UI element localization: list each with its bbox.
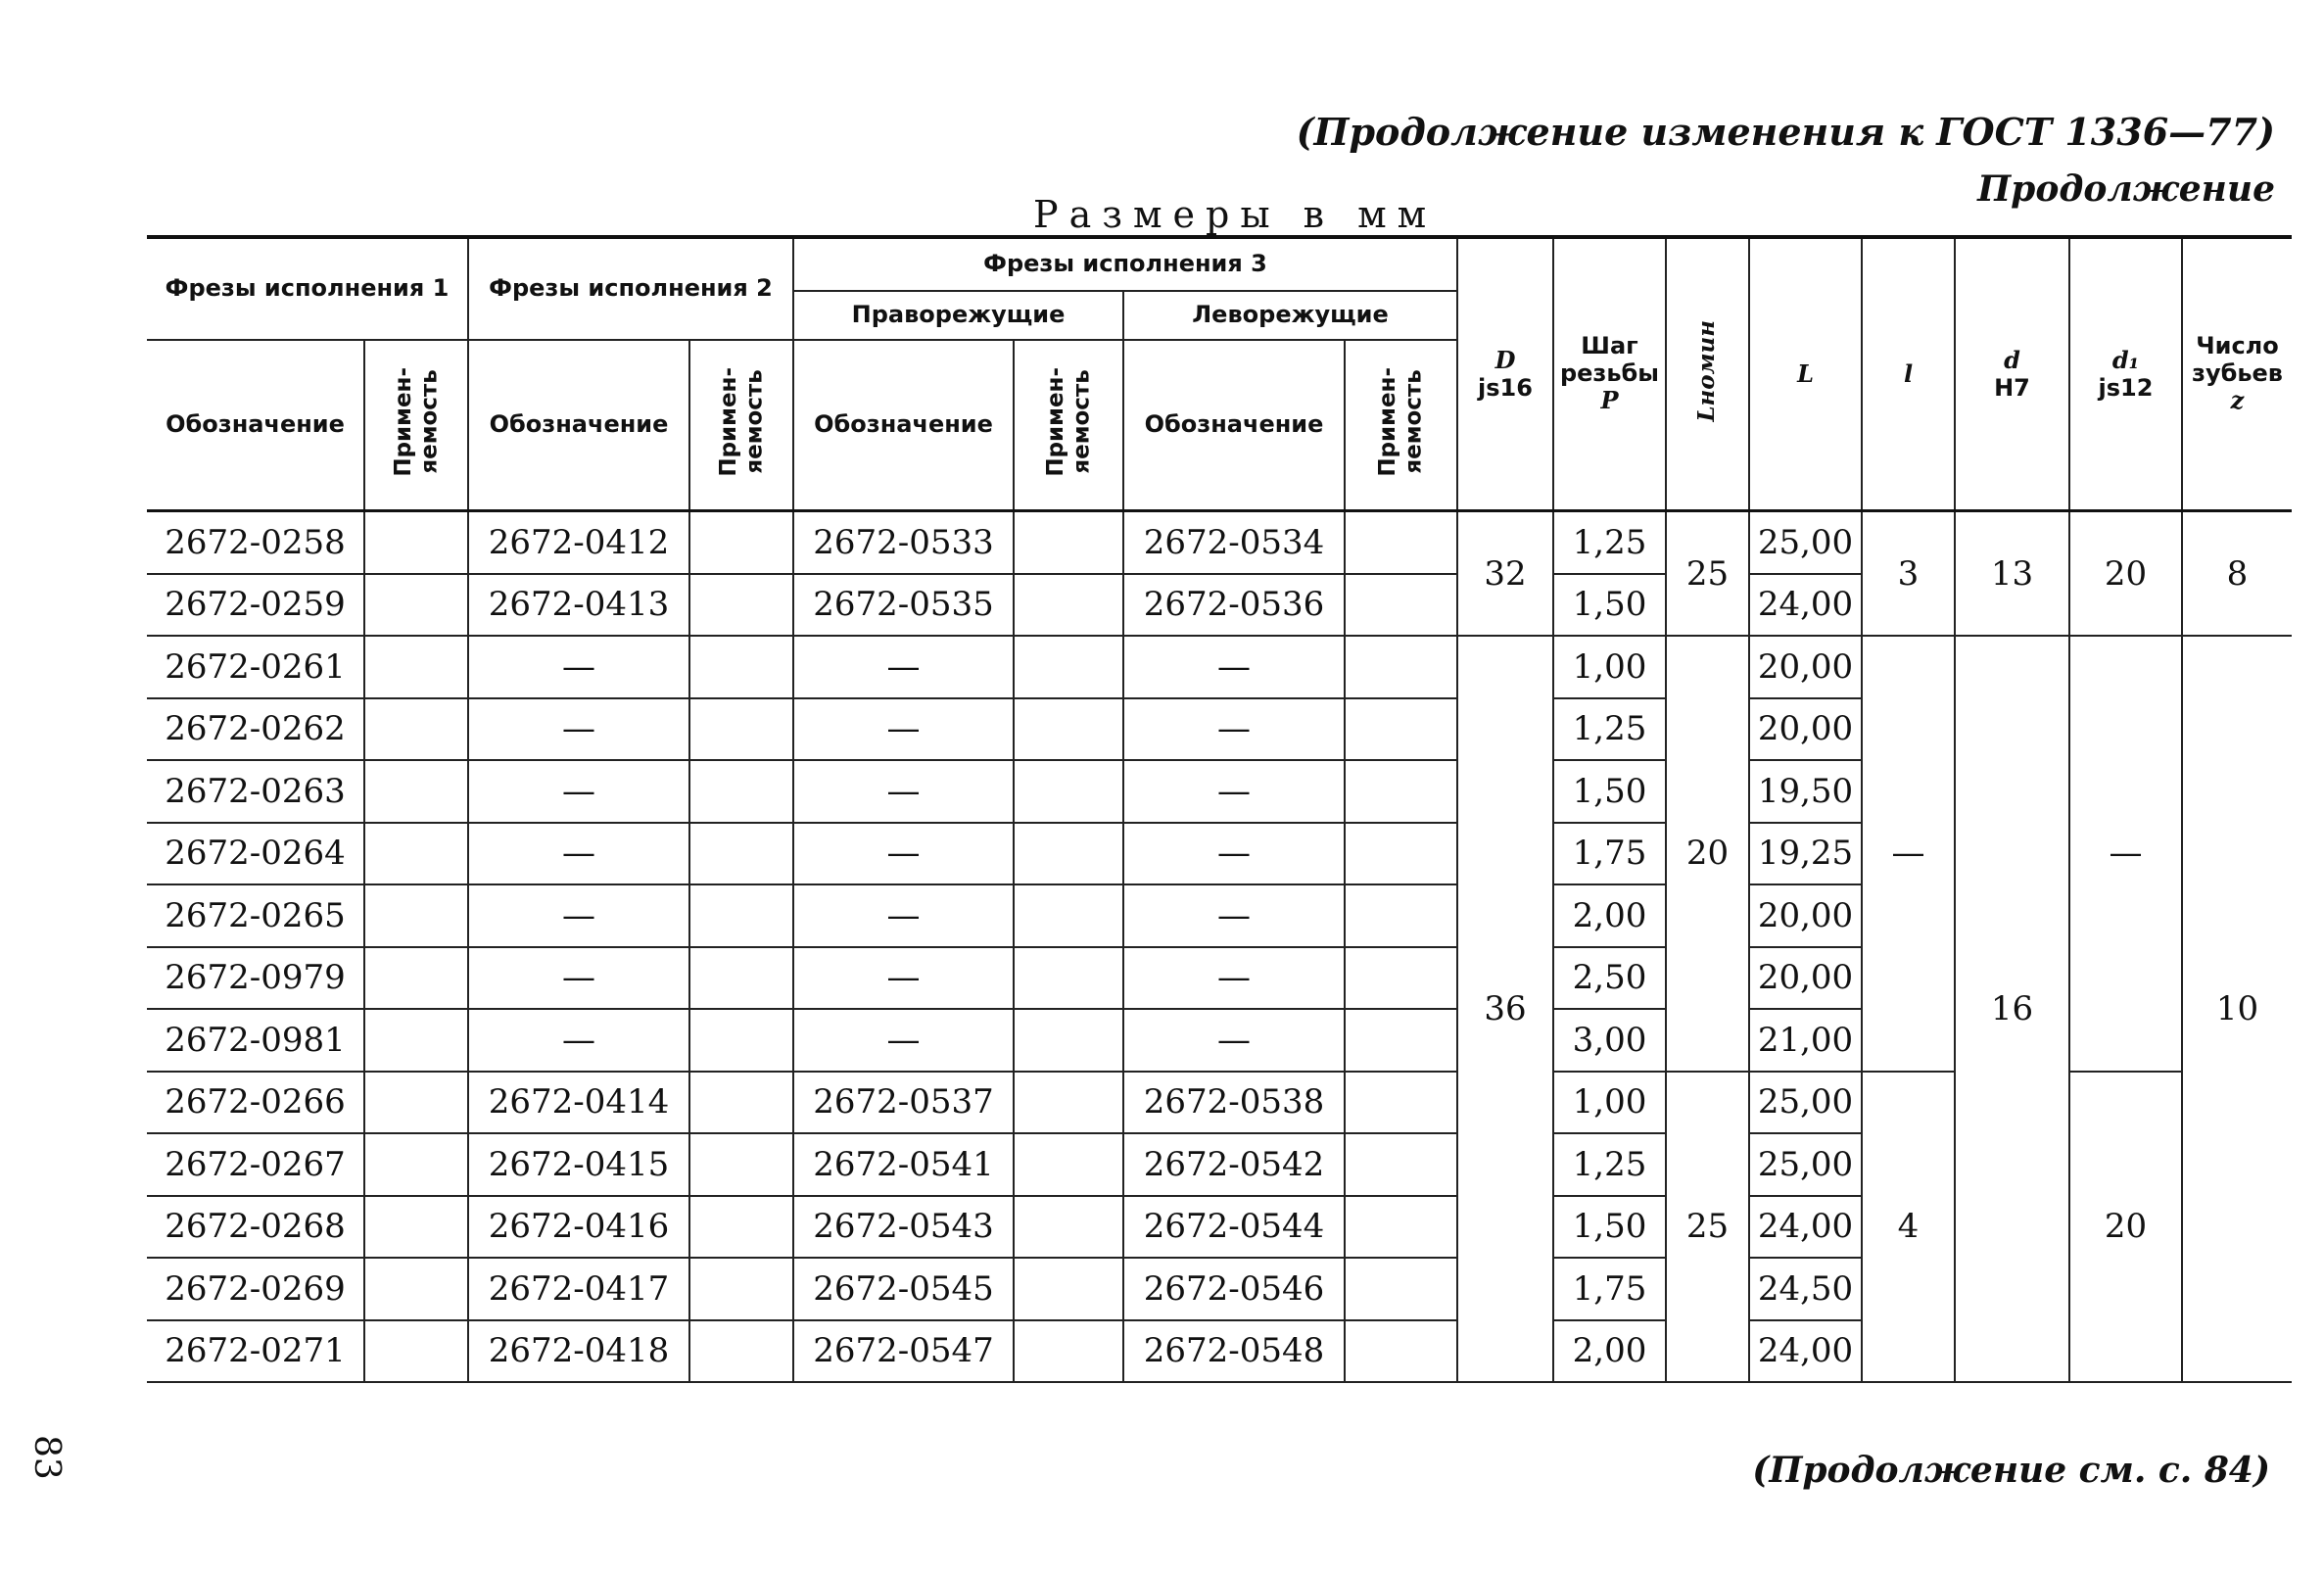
cell-pitch: 3,00 bbox=[1553, 1009, 1666, 1072]
cell-L: 20,00 bbox=[1749, 947, 1862, 1010]
designation-v3-right: 2672-0535 bbox=[793, 574, 1014, 637]
designation-v2: — bbox=[468, 1009, 689, 1072]
applicability-v3-right bbox=[1014, 884, 1123, 947]
designation-v3-right: — bbox=[793, 1009, 1014, 1072]
cell-L: 25,00 bbox=[1749, 1072, 1862, 1134]
cell-d1: 20 bbox=[2069, 1072, 2182, 1383]
applicability-v3-left bbox=[1345, 1320, 1457, 1383]
applicability-v2 bbox=[689, 823, 793, 885]
designation-v3-left: — bbox=[1123, 698, 1345, 761]
cell-d1: — bbox=[2069, 636, 2182, 1072]
applicability-v1 bbox=[364, 823, 468, 885]
applicability-v2 bbox=[689, 1009, 793, 1072]
applicability-v2 bbox=[689, 1320, 793, 1383]
designation-v1: 2672-0259 bbox=[147, 574, 364, 637]
header-teeth: Число зубьев z bbox=[2182, 237, 2292, 511]
designation-v3-left: 2672-0548 bbox=[1123, 1320, 1345, 1383]
designation-v1: 2672-0266 bbox=[147, 1072, 364, 1134]
header-applicability-1: Примен- яемость bbox=[364, 340, 468, 511]
cell-L: 20,00 bbox=[1749, 698, 1862, 761]
applicability-v3-left bbox=[1345, 884, 1457, 947]
applicability-v1 bbox=[364, 760, 468, 823]
spec-table bbox=[147, 235, 2292, 1383]
applicability-v1 bbox=[364, 1320, 468, 1383]
cell-d1: 20 bbox=[2069, 511, 2182, 637]
designation-v2: 2672-0415 bbox=[468, 1133, 689, 1196]
designation-v3-right: 2672-0545 bbox=[793, 1258, 1014, 1320]
cell-teeth: 10 bbox=[2182, 636, 2292, 1382]
cell-L: 24,50 bbox=[1749, 1258, 1862, 1320]
cell-pitch: 1,00 bbox=[1553, 1072, 1666, 1134]
designation-v2: — bbox=[468, 698, 689, 761]
applicability-v3-right bbox=[1014, 760, 1123, 823]
designation-v1: 2672-0258 bbox=[147, 511, 364, 574]
designation-v3-right: 2672-0543 bbox=[793, 1196, 1014, 1259]
applicability-v1 bbox=[364, 636, 468, 698]
designation-v3-left: 2672-0538 bbox=[1123, 1072, 1345, 1134]
cell-pitch: 1,50 bbox=[1553, 574, 1666, 637]
designation-v3-left: 2672-0542 bbox=[1123, 1133, 1345, 1196]
cell-teeth: 8 bbox=[2182, 511, 2292, 637]
header-left-cut: Леворежущие bbox=[1123, 291, 1457, 340]
applicability-v3-left bbox=[1345, 1009, 1457, 1072]
cell-L: 19,25 bbox=[1749, 823, 1862, 885]
designation-v3-left: — bbox=[1123, 760, 1345, 823]
applicability-v3-right bbox=[1014, 636, 1123, 698]
designation-v3-right: — bbox=[793, 698, 1014, 761]
continuation-header: (Продолжение изменения к ГОСТ 1336—77) bbox=[1296, 110, 2275, 154]
applicability-v1 bbox=[364, 1258, 468, 1320]
applicability-v3-right bbox=[1014, 574, 1123, 637]
applicability-v1 bbox=[364, 698, 468, 761]
designation-v3-left: 2672-0544 bbox=[1123, 1196, 1345, 1259]
header-D: D js16 bbox=[1457, 237, 1553, 511]
designation-v3-left: 2672-0536 bbox=[1123, 574, 1345, 637]
cell-l: 4 bbox=[1862, 1072, 1955, 1383]
cell-d: 13 bbox=[1955, 511, 2069, 637]
cell-pitch: 1,75 bbox=[1553, 823, 1666, 885]
cell-l: 3 bbox=[1862, 511, 1955, 637]
applicability-v3-left bbox=[1345, 636, 1457, 698]
applicability-v2 bbox=[689, 884, 793, 947]
cell-pitch: 1,50 bbox=[1553, 760, 1666, 823]
cell-L: 24,00 bbox=[1749, 1196, 1862, 1259]
applicability-v3-left bbox=[1345, 1258, 1457, 1320]
designation-v3-right: — bbox=[793, 947, 1014, 1010]
applicability-v3-left bbox=[1345, 698, 1457, 761]
continuation-subtitle: Продолжение bbox=[1977, 168, 2275, 210]
cell-L: 25,00 bbox=[1749, 511, 1862, 574]
applicability-v3-right bbox=[1014, 698, 1123, 761]
header-designation-3l: Обозначение bbox=[1123, 340, 1345, 511]
designation-v3-left: — bbox=[1123, 636, 1345, 698]
applicability-v1 bbox=[364, 947, 468, 1010]
header-designation-1: Обозначение bbox=[147, 340, 364, 511]
table-row bbox=[147, 511, 2292, 574]
applicability-v2 bbox=[689, 1072, 793, 1134]
applicability-v3-right bbox=[1014, 823, 1123, 885]
header-applicability-2: Примен- яемость bbox=[689, 340, 793, 511]
units-caption: Размеры в мм bbox=[1033, 193, 1438, 236]
table-row bbox=[147, 636, 2292, 698]
table-body bbox=[147, 511, 2292, 1383]
applicability-v3-right bbox=[1014, 1196, 1123, 1259]
header-d1: d₁ js12 bbox=[2069, 237, 2182, 511]
applicability-v2 bbox=[689, 1196, 793, 1259]
cell-pitch: 1,50 bbox=[1553, 1196, 1666, 1259]
applicability-v2 bbox=[689, 511, 793, 574]
applicability-v1 bbox=[364, 1196, 468, 1259]
header-right-cut: Праворежущие bbox=[793, 291, 1123, 340]
cell-L: 20,00 bbox=[1749, 884, 1862, 947]
page-number: 83 bbox=[26, 1435, 67, 1480]
designation-v2: 2672-0414 bbox=[468, 1072, 689, 1134]
applicability-v3-right bbox=[1014, 511, 1123, 574]
designation-v1: 2672-0264 bbox=[147, 823, 364, 885]
designation-v1: 2672-0268 bbox=[147, 1196, 364, 1259]
applicability-v1 bbox=[364, 884, 468, 947]
header-L: L bbox=[1749, 237, 1862, 511]
designation-v2: 2672-0418 bbox=[468, 1320, 689, 1383]
designation-v3-right: 2672-0547 bbox=[793, 1320, 1014, 1383]
cell-L-nominal: 25 bbox=[1666, 1072, 1749, 1383]
applicability-v3-left bbox=[1345, 1133, 1457, 1196]
designation-v3-right: — bbox=[793, 760, 1014, 823]
designation-v3-right: 2672-0537 bbox=[793, 1072, 1014, 1134]
cell-pitch: 1,25 bbox=[1553, 1133, 1666, 1196]
applicability-v1 bbox=[364, 574, 468, 637]
applicability-v3-right bbox=[1014, 1258, 1123, 1320]
cell-pitch: 1,75 bbox=[1553, 1258, 1666, 1320]
designation-v1: 2672-0269 bbox=[147, 1258, 364, 1320]
applicability-v3-right bbox=[1014, 1072, 1123, 1134]
designation-v3-right: — bbox=[793, 636, 1014, 698]
designation-v3-left: 2672-0534 bbox=[1123, 511, 1345, 574]
applicability-v2 bbox=[689, 574, 793, 637]
applicability-v3-left bbox=[1345, 1072, 1457, 1134]
designation-v2: — bbox=[468, 947, 689, 1010]
applicability-v2 bbox=[689, 1133, 793, 1196]
designation-v3-left: — bbox=[1123, 1009, 1345, 1072]
designation-v1: 2672-0979 bbox=[147, 947, 364, 1010]
applicability-v2 bbox=[689, 698, 793, 761]
cell-D: 36 bbox=[1457, 636, 1553, 1382]
applicability-v3-left bbox=[1345, 947, 1457, 1010]
applicability-v1 bbox=[364, 1072, 468, 1134]
designation-v1: 2672-0262 bbox=[147, 698, 364, 761]
header-pitch: Шаг резьбы P bbox=[1553, 237, 1666, 511]
cell-d: 16 bbox=[1955, 636, 2069, 1382]
applicability-v2 bbox=[689, 947, 793, 1010]
designation-v3-left: — bbox=[1123, 947, 1345, 1010]
cell-pitch: 2,00 bbox=[1553, 1320, 1666, 1383]
applicability-v3-right bbox=[1014, 947, 1123, 1010]
header-version-1: Фрезы исполнения 1 bbox=[147, 237, 468, 340]
applicability-v3-right bbox=[1014, 1320, 1123, 1383]
applicability-v3-left bbox=[1345, 760, 1457, 823]
cell-L-nominal: 25 bbox=[1666, 511, 1749, 637]
designation-v3-right: 2672-0533 bbox=[793, 511, 1014, 574]
cell-D: 32 bbox=[1457, 511, 1553, 637]
applicability-v2 bbox=[689, 760, 793, 823]
designation-v2: 2672-0417 bbox=[468, 1258, 689, 1320]
applicability-v3-left bbox=[1345, 1196, 1457, 1259]
cell-L: 20,00 bbox=[1749, 636, 1862, 698]
header-l: l bbox=[1862, 237, 1955, 511]
applicability-v3-right bbox=[1014, 1009, 1123, 1072]
designation-v2: — bbox=[468, 760, 689, 823]
designation-v2: 2672-0413 bbox=[468, 574, 689, 637]
designation-v3-left: — bbox=[1123, 823, 1345, 885]
continuation-footer: (Продолжение см. с. 84) bbox=[1752, 1450, 2270, 1491]
applicability-v1 bbox=[364, 511, 468, 574]
cell-L-nominal: 20 bbox=[1666, 636, 1749, 1072]
designation-v3-right: — bbox=[793, 823, 1014, 885]
designation-v2: — bbox=[468, 823, 689, 885]
designation-v1: 2672-0265 bbox=[147, 884, 364, 947]
cell-L: 21,00 bbox=[1749, 1009, 1862, 1072]
designation-v3-right: 2672-0541 bbox=[793, 1133, 1014, 1196]
header-applicability-3r: Примен- яемость bbox=[1014, 340, 1123, 511]
header-designation-2: Обозначение bbox=[468, 340, 689, 511]
applicability-v1 bbox=[364, 1133, 468, 1196]
applicability-v2 bbox=[689, 1258, 793, 1320]
header-applicability-3l: Примен- яемость bbox=[1345, 340, 1457, 511]
cell-pitch: 1,00 bbox=[1553, 636, 1666, 698]
designation-v2: — bbox=[468, 636, 689, 698]
cell-pitch: 2,50 bbox=[1553, 947, 1666, 1010]
designation-v3-left: — bbox=[1123, 884, 1345, 947]
cell-l: — bbox=[1862, 636, 1955, 1072]
cell-L: 19,50 bbox=[1749, 760, 1862, 823]
designation-v2: — bbox=[468, 884, 689, 947]
applicability-v2 bbox=[689, 636, 793, 698]
designation-v1: 2672-0267 bbox=[147, 1133, 364, 1196]
cell-L: 24,00 bbox=[1749, 1320, 1862, 1383]
applicability-v3-left bbox=[1345, 574, 1457, 637]
cell-L: 25,00 bbox=[1749, 1133, 1862, 1196]
designation-v3-left: 2672-0546 bbox=[1123, 1258, 1345, 1320]
header-designation-3r: Обозначение bbox=[793, 340, 1014, 511]
designation-v1: 2672-0271 bbox=[147, 1320, 364, 1383]
cell-pitch: 2,00 bbox=[1553, 884, 1666, 947]
cell-pitch: 1,25 bbox=[1553, 511, 1666, 574]
designation-v1: 2672-0261 bbox=[147, 636, 364, 698]
header-version-3: Фрезы исполнения 3 bbox=[793, 237, 1457, 291]
designation-v2: 2672-0416 bbox=[468, 1196, 689, 1259]
header-L-nominal: Lномин bbox=[1666, 237, 1749, 511]
header-version-2: Фрезы исполнения 2 bbox=[468, 237, 793, 340]
applicability-v3-left bbox=[1345, 511, 1457, 574]
designation-v1: 2672-0263 bbox=[147, 760, 364, 823]
designation-v2: 2672-0412 bbox=[468, 511, 689, 574]
header-d: d H7 bbox=[1955, 237, 2069, 511]
cell-pitch: 1,25 bbox=[1553, 698, 1666, 761]
applicability-v1 bbox=[364, 1009, 468, 1072]
designation-v1: 2672-0981 bbox=[147, 1009, 364, 1072]
applicability-v3-left bbox=[1345, 823, 1457, 885]
cell-L: 24,00 bbox=[1749, 574, 1862, 637]
designation-v3-right: — bbox=[793, 884, 1014, 947]
applicability-v3-right bbox=[1014, 1133, 1123, 1196]
